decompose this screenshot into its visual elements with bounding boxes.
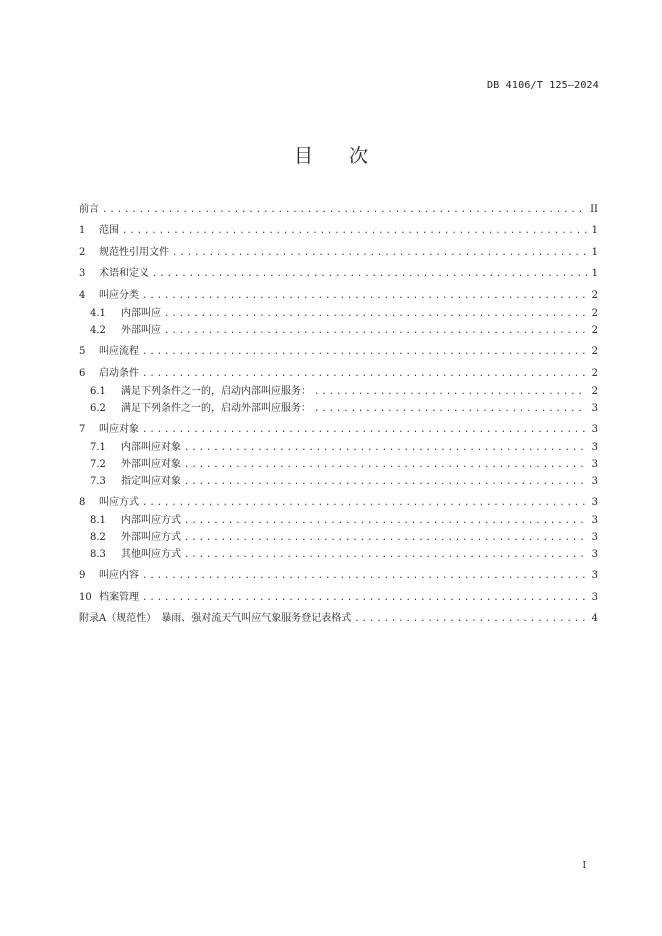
toc-entry[interactable] xyxy=(79,567,598,583)
toc-leader-dots xyxy=(142,345,587,359)
page-number: I xyxy=(582,861,586,871)
toc-entry-number: 2 xyxy=(79,247,86,258)
toc-entry-title: 叫应方式 xyxy=(99,497,139,508)
toc-entry-title: 叫应对象 xyxy=(99,424,139,435)
toc-entry[interactable] xyxy=(79,610,598,626)
toc-entry-page: 1 xyxy=(591,247,598,258)
toc-entry-title: 范围 xyxy=(99,225,119,236)
toc-entry-title: 叫应分类 xyxy=(99,290,139,301)
toc-entry[interactable] xyxy=(90,512,598,528)
toc-entry-page: 3 xyxy=(591,403,598,414)
toc-entry-page: 1 xyxy=(591,268,598,279)
toc-leader-dots xyxy=(184,475,587,489)
toc-leader-dots xyxy=(142,423,587,437)
toc-leader-dots xyxy=(164,324,587,338)
toc-entry-title: 前言 xyxy=(79,204,99,215)
toc-entry-title: 叫应流程 xyxy=(99,346,139,357)
toc-entry-number: 7.3 xyxy=(90,476,106,487)
toc-entry-page: 2 xyxy=(591,386,598,397)
toc-entry-page: 3 xyxy=(591,476,598,487)
toc-entry[interactable] xyxy=(90,383,598,399)
toc-entry-number: 5 xyxy=(79,346,86,357)
toc-entry-page: 3 xyxy=(591,424,598,435)
toc-entry-title: 档案管理 xyxy=(99,592,139,603)
toc-entry-number: 7.2 xyxy=(90,459,106,470)
toc-entry-page: 2 xyxy=(591,368,598,379)
toc-entry-number: 6.2 xyxy=(90,403,106,414)
toc-entry-page: 2 xyxy=(591,325,598,336)
toc-entry[interactable] xyxy=(90,400,598,416)
toc-entry-page: 3 xyxy=(591,592,598,603)
toc-leader-dots xyxy=(152,267,587,281)
toc-entry-page: 3 xyxy=(591,459,598,470)
toc-entry-page: 3 xyxy=(591,549,598,560)
toc-entry-title: 满足下列条件之一的，启动内部叫应服务： xyxy=(121,386,311,397)
toc-leader-dots xyxy=(184,441,587,455)
toc-leader-dots xyxy=(142,569,587,583)
toc-entry-number: 8.1 xyxy=(90,515,106,526)
toc-entry-number: 6.1 xyxy=(90,386,106,397)
toc-entry[interactable] xyxy=(90,529,598,545)
toc-leader-dots xyxy=(172,246,587,260)
toc-entry[interactable] xyxy=(90,456,598,472)
toc-leader-dots xyxy=(314,402,587,416)
toc-entry-title: 叫应内容 xyxy=(99,570,139,581)
toc-leader-dots xyxy=(184,458,587,472)
toc-entry-number: 8.3 xyxy=(90,549,106,560)
toc-entry-page: 3 xyxy=(591,515,598,526)
toc-entry-number: 8 xyxy=(79,497,86,508)
toc-entry-number: 4 xyxy=(79,290,86,301)
toc-entry[interactable] xyxy=(79,244,598,260)
toc-entry-page: 2 xyxy=(591,290,598,301)
document-code: DB 4106/T 125—2024 xyxy=(487,80,599,91)
toc-entry-title: 内部叫应方式 xyxy=(121,515,181,526)
toc-leader-dots xyxy=(122,224,587,238)
toc-leader-dots xyxy=(102,203,587,217)
toc-entry[interactable] xyxy=(79,365,598,381)
toc-entry[interactable] xyxy=(79,421,598,437)
toc-entry-title: 外部叫应方式 xyxy=(121,532,181,543)
toc-entry[interactable] xyxy=(90,305,598,321)
toc-entry-number: 9 xyxy=(79,570,86,581)
toc-entry[interactable] xyxy=(90,546,598,562)
toc-entry-title: 内部叫应 xyxy=(121,308,161,319)
toc-entry-title: 启动条件 xyxy=(99,368,139,379)
toc-entry-page: 2 xyxy=(591,308,598,319)
toc-entry-number: 8.2 xyxy=(90,532,106,543)
toc-entry-page: II xyxy=(590,204,598,215)
toc-leader-dots xyxy=(164,307,587,321)
toc-entry-page: 3 xyxy=(591,570,598,581)
toc-entry-number: 7 xyxy=(79,424,86,435)
toc-entry-page: 3 xyxy=(591,442,598,453)
toc-entry-title: 附录A（规范性） 暴雨、强对流天气叫应气象服务登记表格式 xyxy=(79,613,352,624)
toc-entry-title: 规范性引用文件 xyxy=(99,247,169,258)
toc-leader-dots xyxy=(354,612,587,626)
toc-entry-page: 2 xyxy=(591,346,598,357)
toc-entry-number: 4.2 xyxy=(90,325,106,336)
toc-entry-page: 3 xyxy=(591,532,598,543)
toc-leader-dots xyxy=(142,496,587,510)
toc-entry[interactable] xyxy=(79,589,598,605)
toc-entry-number: 6 xyxy=(79,368,86,379)
toc-entry-title: 外部叫应对象 xyxy=(121,459,181,470)
toc-entry-title: 其他叫应方式 xyxy=(121,549,181,560)
toc-entry-number: 7.1 xyxy=(90,442,106,453)
toc-entry[interactable] xyxy=(79,201,598,217)
toc-entry-number: 4.1 xyxy=(90,308,106,319)
toc-leader-dots xyxy=(184,531,587,545)
toc-entry-title: 术语和定义 xyxy=(99,268,149,279)
toc-entry-title: 外部叫应 xyxy=(121,325,161,336)
toc-entry[interactable] xyxy=(79,222,598,238)
toc-leader-dots xyxy=(142,591,587,605)
toc-entry[interactable] xyxy=(90,322,598,338)
toc-entry[interactable] xyxy=(79,494,598,510)
toc-entry[interactable] xyxy=(90,439,598,455)
toc-leader-dots xyxy=(142,367,587,381)
page-title: 目次 xyxy=(293,145,404,167)
toc-leader-dots xyxy=(184,514,587,528)
toc-entry-title: 满足下列条件之一的，启动外部叫应服务： xyxy=(121,403,311,414)
toc-entry-number: 10 xyxy=(79,592,92,603)
toc-entry-page: 1 xyxy=(591,225,598,236)
toc-entry-title: 指定叫应对象 xyxy=(121,476,181,487)
toc-entry-number: 1 xyxy=(79,225,86,236)
toc-entry-page: 4 xyxy=(591,613,598,624)
toc-entry[interactable] xyxy=(79,287,598,303)
toc-entry[interactable] xyxy=(90,473,598,489)
toc-entry[interactable] xyxy=(79,343,598,359)
toc-entry-page: 3 xyxy=(591,497,598,508)
toc-entry-number: 3 xyxy=(79,268,86,279)
toc-leader-dots xyxy=(142,289,587,303)
toc-leader-dots xyxy=(184,548,587,562)
toc-entry[interactable] xyxy=(79,265,598,281)
toc-entry-title: 内部叫应对象 xyxy=(121,442,181,453)
toc-leader-dots xyxy=(314,385,587,399)
